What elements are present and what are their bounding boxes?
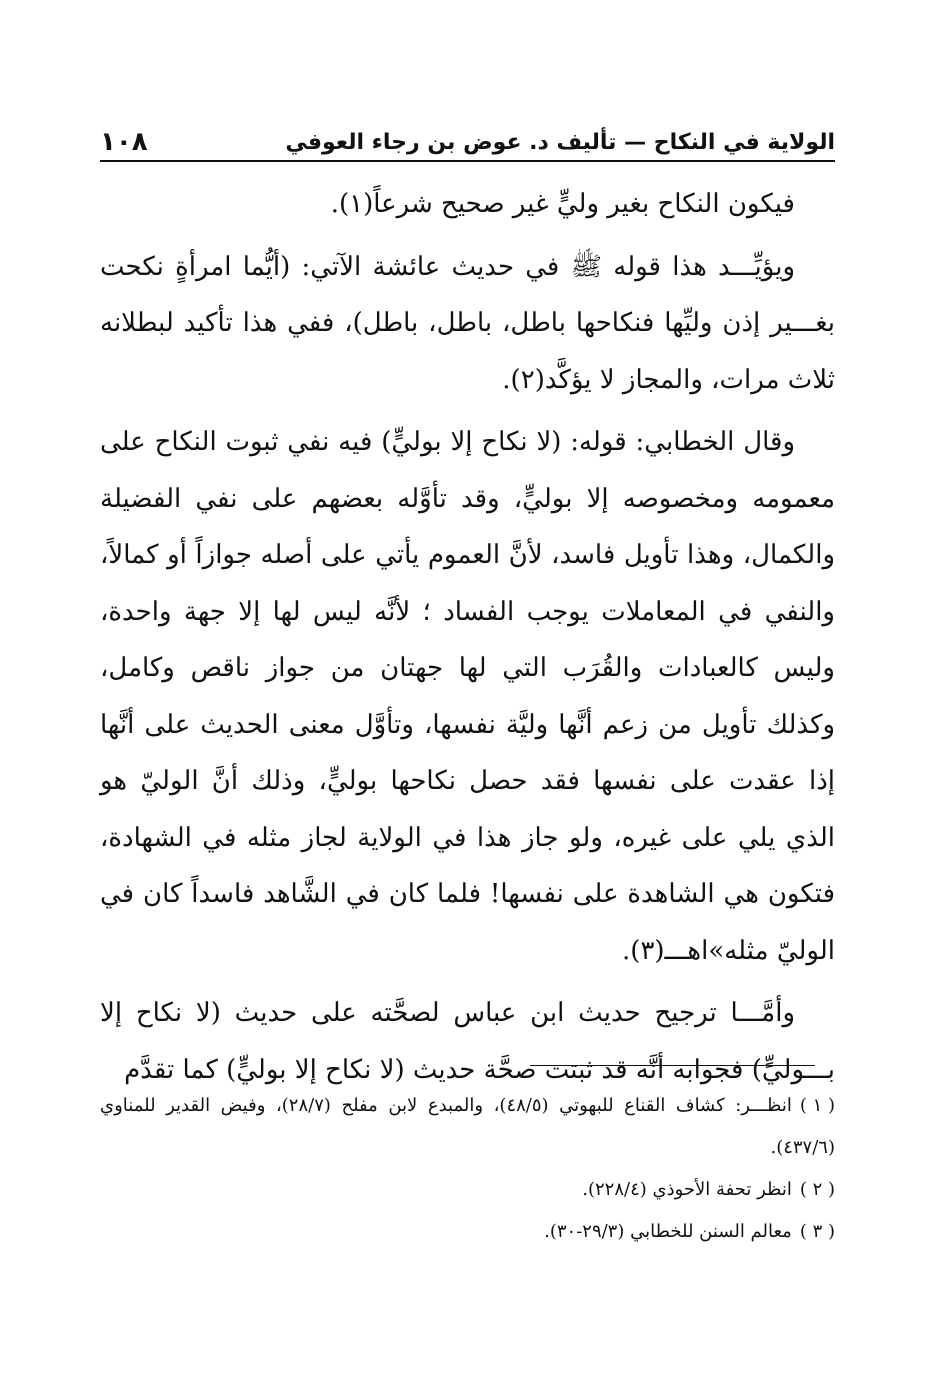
paragraph: وقال الخطابي: قوله: (لا نكاح إلا بوليٍّ) فيه نفي ثبوت النكاح على معمومه ومخصوصه إلا بوليٍّ، وقد تأوَّله بعضهم على نفي الفضيلة والكمال، وهذا تأويل فاسد، لأنَّ العموم يأتي على أصله جوازاً أو كمالاً، والنفي في المعاملات يوجب الفساد ؛ لأنَّه ليس لها إلا جهة واحدة، وليس كالعبادات والقُرَب التي لها جهتان من جواز ناقص وكامل، وكذلك تأويل من زعم أنَّها وليَّة نفسها، وتأوَّل معنى الحديث على أنَّها إذا عقدت على نفسها فقد حصل نكاحها بوليٍّ، وذلك أنَّ الوليّ هو الذي يلي على غيره، ولو جاز هذا في الولاية لجاز مثله في الشهادة، فتكون هي الشاهدة على نفسها! فلما كان في الشَّاهد فاسداً كان في الوليّ مثله»اهـــ(٣). — [100, 427, 835, 966]
footnote-number: ( ٣ ) — [799, 1221, 835, 1242]
footnote-text: انظـــر: كشاف القناع للبهوتي (٤٨/٥)، والمبدع لابن مفلح (٢٨/٧)، وفيض القدير للمناوي (٤٣٧/٦). — [100, 1095, 835, 1158]
footnote-text: معالم السنن للخطابي (٢٩/٣-٣٠). — [544, 1221, 792, 1242]
paragraph: وأمَّـــا ترجيح حديث ابن عباس لصحَّته على حديث (لا نكاح إلا بـــوليٍّ) فجوابه أنَّه قد ثبتت صحَّة حديث (لا نكاح إلا بوليٍّ) كما تقدَّم — [100, 998, 835, 1085]
header-title: الولاية في النكاح — تأليف د. عوض بن رجاء العوفي — [285, 129, 835, 155]
footnote — [100, 1085, 835, 1169]
header-divider — [100, 160, 835, 162]
footnote — [100, 1169, 835, 1211]
footnotes — [100, 1085, 835, 1253]
running-header — [100, 122, 835, 162]
footnote-divider — [530, 1065, 815, 1066]
footnote — [100, 1211, 835, 1253]
paragraph: ويؤيِّـــد هذا قوله ﷺ في حديث عائشة الآتي: (أيُّما امرأةٍ نكحت بغـــير إذن وليِّها فنكاحها باطل، باطل، باطل)، ففي هذا تأكيد لبطلانه ثلاث مرات، والمجاز لا يؤكَّد(٢). — [100, 251, 835, 395]
footnote-number: ( ٢ ) — [799, 1179, 835, 1200]
footnote-number: ( ١ ) — [799, 1095, 835, 1116]
page-number: ١٠٨ — [100, 127, 148, 157]
footnote-text: انظر تحفة الأحوذي (٢٢٨/٤). — [582, 1179, 792, 1200]
paragraph: فيكون النكاح بغير وليٍّ غير صحيح شرعاً(١). — [330, 189, 795, 219]
main-text — [100, 176, 835, 1098]
